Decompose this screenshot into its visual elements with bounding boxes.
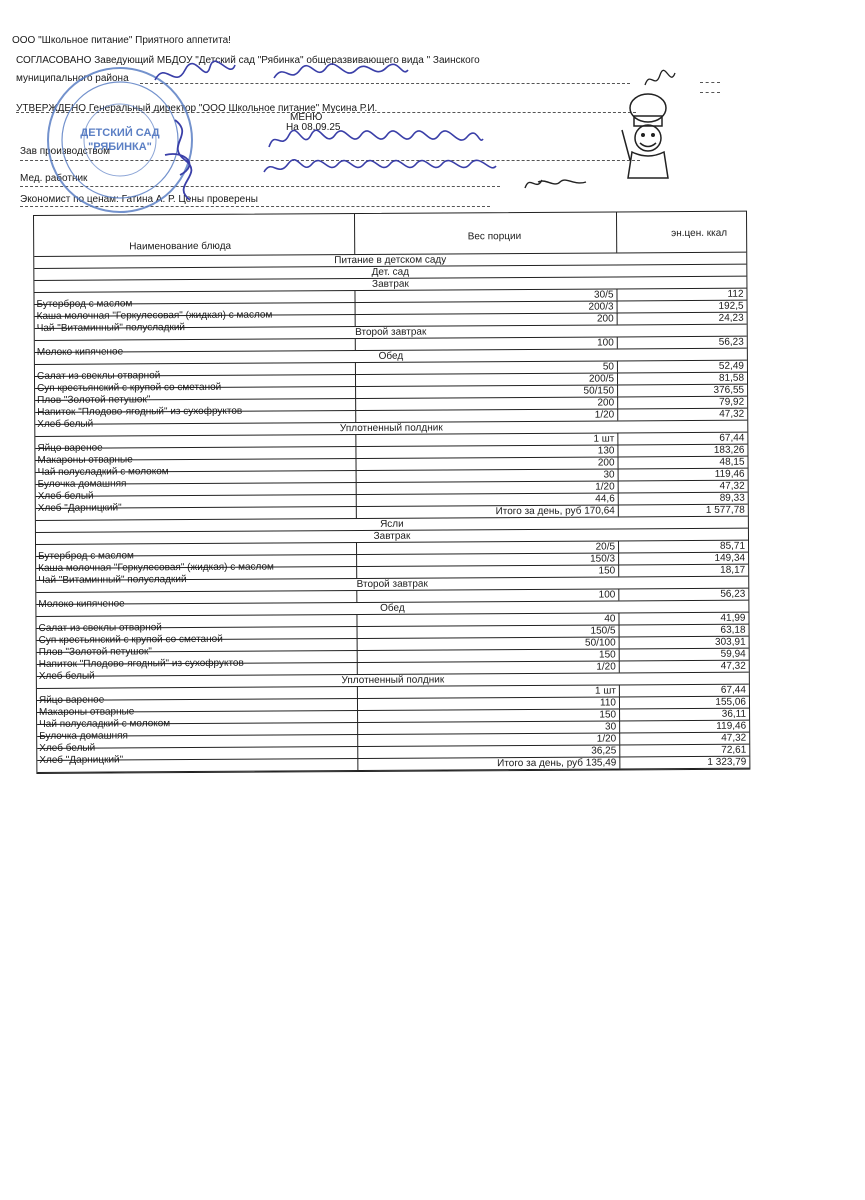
dish-name: Молоко кипяченое — [38, 598, 125, 610]
energy-kcal: 149,34 — [714, 552, 746, 564]
dish-name: Хлеб белый — [39, 742, 96, 754]
dish-name: Хлеб белый — [37, 490, 94, 502]
energy-kcal: 52,49 — [718, 360, 744, 372]
economist-line: Экономист по ценам: Гатина А. Р. Цены проверены — [20, 194, 258, 205]
dish-name: Бутерброд с маслом — [36, 298, 133, 310]
stamp-text-2: "РЯБИНКА" — [88, 141, 152, 153]
section-label: Завтрак — [373, 530, 411, 542]
energy-kcal: 36,11 — [721, 708, 747, 720]
dish-name: Чай полусладкий с молоком — [37, 466, 169, 478]
menu-date: На 08.09.25 — [286, 122, 341, 133]
dish-name: Каша молочная "Геркулесовая" (жидкая) с маслом — [38, 561, 274, 574]
dish-name: Хлеб "Дарницкий" — [39, 754, 124, 766]
portion-weight: 1 шт — [593, 433, 615, 445]
section-label: Обед — [380, 602, 405, 614]
energy-kcal: 72,61 — [721, 744, 747, 756]
energy-kcal: 192,5 — [718, 300, 744, 312]
signature-agreed-2 — [270, 58, 410, 88]
dish-name: Суп крестьянский с крупой со сметаной — [38, 633, 223, 646]
energy-kcal: 81,58 — [718, 372, 745, 384]
portion-weight: 30 — [604, 721, 617, 733]
portion-weight: 50/150 — [583, 385, 615, 397]
energy-kcal: 18,17 — [720, 564, 746, 576]
portion-weight: 30 — [603, 469, 615, 481]
portion-weight: 200/3 — [588, 301, 614, 313]
column-name-header: Наименование блюда — [129, 240, 232, 253]
energy-kcal: 47,32 — [720, 660, 746, 672]
company-line: ООО "Школьное питание" Приятного аппетита! — [12, 35, 231, 46]
menu-title: МЕНЮ — [290, 112, 323, 123]
dish-name: Макароны отварные — [37, 454, 133, 466]
portion-weight: 20/5 — [595, 541, 616, 553]
portion-weight: 1/20 — [596, 661, 616, 673]
portion-weight: 130 — [597, 445, 615, 457]
energy-kcal: 67,44 — [719, 432, 745, 444]
portion-weight: 36,25 — [591, 745, 617, 757]
small-scribble-icon — [640, 65, 680, 95]
table-header — [34, 212, 746, 257]
energy-kcal: 183,26 — [713, 444, 745, 456]
portion-weight: 200 — [597, 457, 615, 469]
agreed-line: СОГЛАСОВАНО Заведующий МБДОУ "Детский сад "Рябинка" общеразвивающего вида " Заинского — [16, 55, 480, 66]
approved-underline-end — [700, 92, 720, 93]
section-label: Второй завтрак — [356, 578, 428, 591]
column-kcal-header: эн.цен. ккал — [671, 227, 728, 240]
energy-kcal: 79,92 — [719, 396, 745, 408]
dish-name: Яйцо вареное — [38, 694, 105, 706]
menu-table — [33, 211, 750, 774]
dish-name: Каша молочная "Геркулесовая" (жидкая) с маслом — [36, 309, 273, 322]
energy-kcal: 48,15 — [719, 456, 745, 468]
signature-approved — [155, 115, 215, 205]
portion-weight: 1/20 — [594, 409, 615, 421]
portion-weight: Итого за день, руб 170,64 — [495, 505, 615, 518]
section-label: Уплотненный полдник — [341, 674, 445, 687]
signature-agreed — [150, 55, 240, 95]
dish-name: Напиток "Плодово-ягодный" из сухофруктов — [37, 405, 243, 418]
energy-kcal: 47,32 — [719, 408, 745, 420]
portion-weight: 30/5 — [593, 289, 614, 301]
portion-weight: 150/5 — [590, 625, 616, 637]
section-label: Обед — [378, 350, 404, 362]
energy-kcal: 119,46 — [714, 468, 745, 480]
dish-name: Булочка домашняя — [39, 730, 128, 742]
dish-name: Макароны отварные — [39, 706, 135, 718]
portion-weight: 50/100 — [584, 637, 616, 649]
portion-weight: 50 — [602, 361, 614, 373]
section-label: Завтрак — [372, 278, 409, 290]
production-label: Зав производством — [20, 146, 110, 157]
dish-name: Плов "Золотой петушок" — [37, 394, 151, 406]
portion-weight: 200/5 — [588, 373, 615, 385]
section-label: Питание в детском саду — [334, 254, 447, 267]
dish-name: Чай "Витаминный" полусладкий — [36, 322, 186, 334]
energy-kcal: 112 — [727, 288, 744, 300]
portion-weight: 200 — [596, 313, 614, 325]
portion-weight: 150 — [598, 565, 616, 577]
dish-name: Яйцо вареное — [37, 442, 103, 454]
energy-kcal: 59,94 — [720, 648, 746, 660]
energy-kcal: 85,71 — [719, 540, 746, 552]
dish-name: Суп крестьянский с крупой со сметаной — [37, 381, 222, 394]
energy-kcal: 41,99 — [720, 612, 746, 624]
signature-medic — [260, 152, 500, 182]
energy-kcal: 24,23 — [718, 312, 744, 324]
medic-label: Мед. работник — [20, 173, 88, 184]
portion-weight: 200 — [597, 397, 615, 409]
portion-weight: 150 — [598, 649, 616, 661]
dish-name: Бутерброд с маслом — [38, 550, 134, 562]
dish-name: Булочка домашняя — [37, 478, 127, 490]
portion-weight: 110 — [600, 697, 617, 709]
portion-weight: 40 — [604, 613, 616, 625]
approved-line: УТВЕРЖДЕНО Генеральный директор "ООО Школьное питание" Мусина Р.И. — [16, 103, 378, 114]
agreed-line-2: муниципального района — [16, 73, 129, 84]
energy-kcal: 303,91 — [714, 636, 746, 648]
energy-kcal: 89,33 — [719, 492, 745, 504]
energy-kcal: 155,06 — [715, 696, 747, 708]
section-label: Дет. сад — [371, 266, 410, 278]
dish-name: Молоко кипяченое — [36, 346, 124, 358]
portion-weight: Итого за день, руб 135,49 — [497, 757, 617, 770]
dish-name: Салат из свеклы отварной — [38, 622, 162, 634]
portion-weight: 150/3 — [590, 553, 616, 565]
agreed-underline-end — [700, 82, 720, 83]
portion-weight: 150 — [599, 709, 617, 721]
signature-economist — [520, 170, 590, 195]
energy-kcal: 56,23 — [720, 588, 746, 600]
dish-name: Напиток "Плодово-ягодный" из сухофруктов — [38, 657, 244, 670]
column-weight-header: Вес порции — [467, 231, 522, 243]
stamp-text-1: ДЕТСКИЙ САД — [80, 127, 160, 139]
energy-kcal: 47,32 — [721, 732, 747, 744]
dish-name: Хлеб "Дарницкий" — [37, 502, 122, 514]
portion-weight: 1/20 — [595, 481, 615, 493]
portion-weight: 1 шт — [594, 685, 616, 697]
dish-name: Хлеб белый — [38, 670, 95, 682]
section-label: Второй завтрак — [355, 326, 427, 339]
section-label: Уплотненный полдник — [339, 422, 443, 435]
dish-name: Плов "Золотой петушок" — [38, 646, 152, 658]
section-label: Ясли — [380, 518, 404, 530]
portion-weight: 1/20 — [596, 733, 617, 745]
energy-kcal: 47,32 — [719, 480, 745, 492]
dish-name: Салат из свеклы отварной — [36, 370, 161, 382]
energy-kcal: 119,46 — [716, 720, 747, 732]
energy-kcal: 1 577,78 — [705, 504, 745, 516]
signature-production — [265, 125, 485, 155]
portion-weight: 100 — [598, 589, 616, 601]
dish-name: Хлеб белый — [37, 418, 94, 430]
energy-kcal: 63,18 — [720, 624, 746, 636]
dish-name: Чай "Витаминный" полусладкий — [38, 574, 187, 586]
portion-weight: 100 — [597, 337, 614, 349]
energy-kcal: 56,23 — [718, 336, 744, 348]
portion-weight: 44,6 — [595, 493, 615, 505]
energy-kcal: 67,44 — [720, 684, 746, 696]
energy-kcal: 1 323,79 — [707, 756, 747, 768]
dish-name: Чай полусладкий с молоком — [39, 718, 171, 730]
energy-kcal: 376,55 — [713, 384, 745, 396]
chef-icon — [610, 90, 690, 185]
